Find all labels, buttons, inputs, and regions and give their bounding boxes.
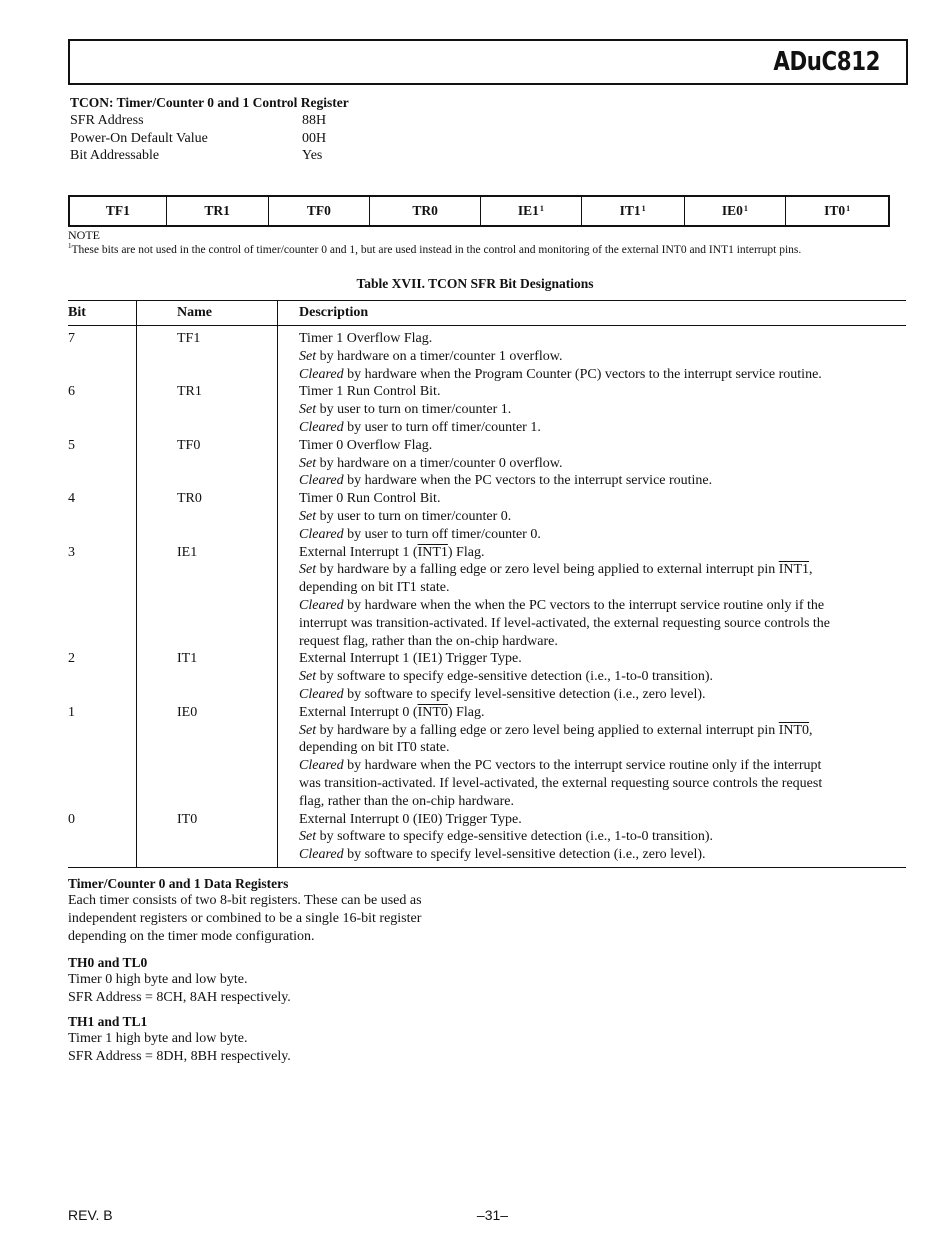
bit-cell-label: TR1 [204, 203, 230, 218]
table-row [68, 544, 906, 651]
description-line [299, 757, 906, 775]
bit-layout-table [68, 195, 890, 227]
section-line: Each timer consists of two 8-bit registers. These can be used as [68, 893, 422, 908]
bit-cell-label: TR0 [412, 203, 438, 218]
italic-term: Set [299, 455, 317, 471]
header-description: Description [299, 305, 369, 320]
bit-description [277, 704, 906, 811]
bit-cell-it1 [582, 197, 685, 225]
property-key: Bit Addressable [70, 148, 160, 163]
description-line [299, 615, 906, 633]
italic-term: Set [299, 402, 317, 418]
text-segment: by hardware when the PC vectors to the interrupt service routine only if the interrupt [343, 758, 822, 774]
property-value: 88H [302, 113, 327, 128]
bit-cell-label: IT1 [619, 203, 641, 218]
page-number: –31– [476, 1207, 509, 1223]
italic-term: Set [299, 562, 317, 578]
bit-number: 0 [68, 811, 75, 827]
description-line [299, 633, 906, 651]
text-segment: by hardware when the when the PC vectors to the interrupt service routine only if the [343, 597, 825, 613]
property-value: Yes [302, 148, 323, 163]
description-line [299, 455, 906, 473]
property-row [70, 147, 326, 165]
description-line [299, 561, 906, 579]
description-line [299, 472, 906, 490]
description-line [299, 348, 906, 366]
description-line [299, 739, 906, 757]
bit-cell-ie1 [481, 197, 582, 225]
section-line: depending on the timer mode configuration. [68, 928, 315, 944]
bit-number: 3 [68, 544, 75, 560]
section-paragraph [68, 892, 488, 945]
text-segment: ) Flag. [447, 544, 485, 560]
description-line [299, 366, 906, 384]
text-segment: External Interrupt 0 (IE0) Trigger Type. [299, 811, 522, 827]
description-line [299, 544, 906, 562]
bit-description [277, 383, 906, 436]
description-line [299, 811, 906, 829]
description-line [299, 419, 906, 437]
th1-tl1-section [68, 1014, 488, 1066]
text-segment: Timer 0 Overflow Flag. [299, 437, 433, 453]
bit-cell-footnote-marker: 1 [743, 203, 748, 213]
italic-term: Set [299, 669, 317, 685]
description-line [299, 383, 906, 401]
text-segment: by software to specify level-sensitive detection (i.e., zero level). [343, 686, 706, 702]
text-segment: by software to specify level-sensitive detection (i.e., zero level). [343, 847, 706, 863]
text-segment: by hardware by a falling edge or zero level being applied to external interrupt pin [316, 562, 779, 578]
text-segment: Timer 1 Run Control Bit. [299, 384, 441, 400]
text-segment: Timer 1 Overflow Flag. [299, 331, 433, 346]
text-segment: External Interrupt 0 ( [299, 704, 418, 720]
overlined-signal: INT0 [778, 722, 810, 738]
description-line [299, 704, 906, 722]
column-divider [136, 301, 137, 867]
description-line [299, 508, 906, 526]
table-row [68, 650, 906, 703]
header-name: Name [177, 305, 212, 320]
bit-cell-footnote-marker: 1 [539, 203, 544, 213]
overlined-signal: INT1 [778, 562, 810, 578]
bit-cell-footnote-marker: 1 [641, 203, 646, 213]
italic-term: Cleared [299, 847, 344, 863]
table-row [68, 330, 906, 383]
bit-cell-tf1 [70, 197, 167, 225]
description-line [299, 597, 906, 615]
property-value: 00H [302, 130, 327, 146]
bit-number: 6 [68, 384, 75, 400]
overlined-signal: INT0 [417, 704, 448, 720]
description-line [299, 526, 906, 544]
section-line: Timer 1 high byte and low byte. [68, 1031, 248, 1046]
bit-number: 1 [68, 704, 75, 720]
note-marker: 1 [68, 242, 72, 250]
bit-number: 7 [68, 331, 75, 346]
text-segment: flag, rather than the on-chip hardware. [299, 793, 514, 809]
bit-cell-ie0 [685, 197, 787, 225]
table-row [68, 437, 906, 490]
header-bit: Bit [68, 305, 86, 320]
text-segment: ) Flag. [447, 704, 485, 720]
text-segment: depending on bit IT0 state. [299, 740, 450, 756]
text-segment: , [809, 562, 813, 578]
bit-number: 5 [68, 437, 75, 453]
table-row [68, 383, 906, 436]
description-line [299, 401, 906, 419]
section-line: Timer 0 high byte and low byte. [68, 972, 248, 987]
text-segment: by software to specify edge-sensitive detection (i.e., 1-to-0 transition). [316, 669, 714, 685]
description-line [299, 437, 906, 455]
description-line [299, 828, 906, 846]
italic-term: Set [299, 348, 317, 364]
text-segment: by user to turn on timer/counter 0. [316, 508, 512, 524]
bit-cell-label: TF1 [105, 203, 130, 218]
section-heading: TH1 and TL1 [68, 1014, 148, 1029]
bit-cell-tf0 [269, 197, 371, 225]
overlined-signal: INT1 [417, 544, 448, 560]
note-body: These bits are not used in the control of timer/counter 0 and 1, but are used instead in the control and monitoring of the external INT0 and INT1 interrupt pins. [71, 243, 802, 256]
section-line: SFR Address = 8CH, 8AH respectively. [68, 989, 291, 1005]
bit-designations-table [68, 300, 906, 868]
text-segment: External Interrupt 1 (IE1) Trigger Type. [299, 651, 522, 667]
description-line [299, 686, 906, 704]
bit-number: 2 [68, 651, 75, 667]
text-segment: , [809, 722, 813, 738]
revision-label: REV. B [68, 1207, 113, 1223]
bit-cell-label: IE0 [721, 203, 743, 218]
text-segment: was transition-activated. If level-activated, the external requesting source controls the request [299, 775, 823, 791]
italic-term: Cleared [299, 473, 344, 489]
text-segment: by hardware when the PC vectors to the interrupt service routine. [343, 473, 713, 489]
text-segment: by hardware on a timer/counter 1 overflow. [316, 348, 563, 364]
property-row [70, 112, 326, 130]
bit-cell-footnote-marker: 1 [846, 203, 851, 213]
italic-term: Cleared [299, 686, 344, 702]
data-registers-section [68, 876, 488, 945]
text-segment: depending on bit IT1 state. [299, 580, 450, 596]
description-line [299, 775, 906, 793]
note-text [68, 242, 801, 256]
description-line [299, 579, 906, 597]
italic-term: Set [299, 829, 317, 845]
text-segment: by hardware when the Program Counter (PC) vectors to the interrupt service routine. [343, 366, 822, 382]
text-segment: by software to specify edge-sensitive detection (i.e., 1-to-0 transition). [316, 829, 714, 845]
table-body [68, 326, 906, 867]
bit-name: IT0 [177, 811, 198, 827]
text-segment: by user to turn on timer/counter 1. [316, 402, 512, 418]
bit-name: TR0 [177, 491, 202, 507]
italic-term: Cleared [299, 758, 344, 774]
property-key: Power-On Default Value [70, 130, 208, 146]
text-segment: by user to turn off timer/counter 0. [343, 526, 541, 542]
register-properties [70, 112, 326, 165]
bit-name: IT1 [177, 651, 198, 667]
text-segment: by hardware by a falling edge or zero level being applied to external interrupt pin [316, 722, 779, 738]
bit-name: IE1 [177, 544, 198, 560]
table-row [68, 811, 906, 864]
bit-description [277, 330, 906, 383]
bit-number: 4 [68, 491, 75, 507]
text-segment: by user to turn off timer/counter 1. [343, 419, 541, 435]
bit-description [277, 437, 906, 490]
th0-tl0-section [68, 955, 488, 1007]
text-segment: by hardware on a timer/counter 0 overflow. [316, 455, 563, 471]
description-line [299, 330, 906, 348]
bit-cell-label: IE1 [517, 203, 539, 218]
description-line [299, 846, 906, 864]
italic-term: Set [299, 508, 317, 524]
column-divider [277, 301, 278, 867]
italic-term: Set [299, 722, 317, 738]
table-row [68, 704, 906, 811]
section-line: SFR Address = 8DH, 8BH respectively. [68, 1048, 291, 1064]
description-line [299, 650, 906, 668]
italic-term: Cleared [299, 419, 344, 435]
bit-description [277, 544, 906, 651]
italic-term: Cleared [299, 526, 344, 542]
table-caption: Table XVII. TCON SFR Bit Designations [356, 276, 594, 291]
bit-cell-label: IT0 [824, 203, 846, 218]
description-line [299, 668, 906, 686]
bit-name: IE0 [177, 704, 198, 720]
bit-name: TF0 [177, 437, 201, 453]
part-number: ADuC812 [773, 47, 880, 77]
bit-description [277, 490, 906, 543]
description-line [299, 490, 906, 508]
section-paragraph [68, 1030, 488, 1066]
section-heading: Timer/Counter 0 and 1 Data Registers [68, 876, 289, 891]
bit-cell-it0 [786, 197, 888, 225]
header-box [68, 39, 908, 85]
italic-term: Cleared [299, 366, 344, 382]
bit-cell-tr0 [370, 197, 481, 225]
italic-term: Cleared [299, 597, 344, 613]
text-segment: request flag, rather than the on-chip hardware. [299, 633, 558, 649]
property-row [70, 130, 326, 148]
bit-cell-tr1 [167, 197, 269, 225]
property-key: SFR Address [70, 113, 144, 128]
section-paragraph [68, 971, 488, 1007]
register-title: TCON: Timer/Counter 0 and 1 Control Register [70, 95, 349, 110]
table-header-row [68, 301, 906, 326]
text-segment: interrupt was transition-activated. If level-activated, the external requesting source controls the [299, 615, 831, 631]
bit-name: TF1 [177, 331, 201, 346]
note-label: NOTE [68, 228, 100, 242]
text-segment: Timer 0 Run Control Bit. [299, 491, 441, 507]
text-segment: External Interrupt 1 ( [299, 544, 418, 560]
description-line [299, 793, 906, 811]
bit-description [277, 650, 906, 703]
description-line [299, 722, 906, 740]
section-heading: TH0 and TL0 [68, 955, 148, 970]
bit-name: TR1 [177, 384, 202, 400]
bit-cell-label: TF0 [306, 203, 331, 218]
bit-description [277, 811, 906, 864]
section-line: independent registers or combined to be a single 16-bit register [68, 910, 422, 926]
table-row [68, 490, 906, 543]
